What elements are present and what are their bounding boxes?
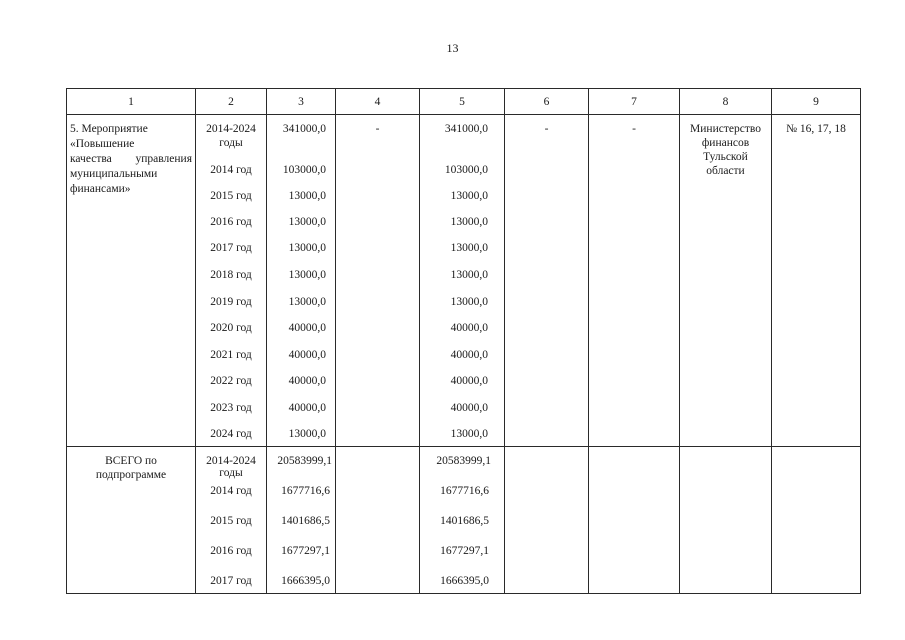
event-period-line1: 2014-2024 bbox=[206, 123, 256, 135]
event-year-col5: 13000,0 bbox=[450, 242, 488, 254]
event-year: 2022 год bbox=[210, 375, 252, 387]
event-year-col5: 13000,0 bbox=[450, 190, 488, 202]
event-col7: - bbox=[632, 123, 636, 135]
event-col6: - bbox=[544, 123, 549, 135]
event-year: 2014 год bbox=[210, 164, 252, 176]
event-executor-line: области bbox=[706, 165, 745, 177]
header-col-3: 3 bbox=[298, 96, 304, 108]
header-col-5: 5 bbox=[459, 96, 465, 108]
col-border-3 bbox=[335, 88, 336, 594]
event-indicators: № 16, 17, 18 bbox=[786, 123, 846, 135]
total-col5-total: 20583999,1 bbox=[436, 455, 491, 467]
total-year-col5: 1677716,6 bbox=[440, 485, 489, 497]
total-label bbox=[66, 454, 196, 482]
total-year: 2017 год bbox=[210, 575, 252, 587]
total-year: 2014 год bbox=[210, 485, 252, 497]
event-year: 2024 год bbox=[210, 428, 252, 440]
event-executor bbox=[679, 122, 772, 178]
event-description-line: «Повышение bbox=[70, 138, 135, 150]
event-period-line2: годы bbox=[219, 137, 243, 149]
total-period-line1: 2014-2024 bbox=[206, 455, 256, 467]
header-col-8: 8 bbox=[722, 96, 729, 108]
total-col3-total: 20583999,1 bbox=[277, 455, 332, 467]
page-number: 13 bbox=[446, 41, 459, 55]
event-col3-total: 341000,0 bbox=[282, 123, 326, 135]
col-border-9 bbox=[860, 88, 861, 594]
header-col-9: 9 bbox=[813, 96, 819, 108]
total-year-col3: 1401686,5 bbox=[281, 515, 330, 527]
event-year: 2023 год bbox=[210, 402, 252, 414]
header-col-6: 6 bbox=[543, 96, 550, 108]
total-year-col3: 1677297,1 bbox=[281, 545, 330, 557]
event-executor-line: Министерство bbox=[690, 123, 761, 135]
total-period-line2: годы bbox=[219, 467, 243, 479]
event-year-col3: 40000,0 bbox=[288, 402, 326, 414]
event-year: 2017 год bbox=[210, 242, 252, 254]
event-year-col3: 13000,0 bbox=[288, 190, 326, 202]
header-col-7: 7 bbox=[631, 96, 637, 108]
event-executor-line: Тульской bbox=[703, 151, 748, 163]
col-border-5 bbox=[504, 88, 505, 594]
event-year-col5: 13000,0 bbox=[450, 269, 488, 281]
event-year-col5: 40000,0 bbox=[450, 322, 488, 334]
event-year: 2016 год bbox=[210, 216, 252, 228]
event-year-col3: 40000,0 bbox=[288, 375, 326, 387]
event-year-col5: 13000,0 bbox=[450, 216, 488, 228]
event-year: 2019 год bbox=[210, 296, 252, 308]
section-divider bbox=[66, 446, 861, 447]
event-year-col5: 40000,0 bbox=[450, 349, 488, 361]
header-col-2: 2 bbox=[228, 96, 234, 108]
total-year-col3: 1677716,6 bbox=[281, 485, 330, 497]
col-border-6 bbox=[588, 88, 589, 594]
event-col5-total: 341000,0 bbox=[444, 123, 488, 135]
total-year: 2016 год bbox=[210, 545, 252, 557]
total-year-col5: 1401686,5 bbox=[440, 515, 489, 527]
event-executor-line: финансов bbox=[701, 137, 750, 149]
event-year-col3: 13000,0 bbox=[288, 242, 326, 254]
event-year-col3: 13000,0 bbox=[288, 269, 326, 281]
event-year-col5: 13000,0 bbox=[450, 428, 488, 440]
table-top-border bbox=[66, 88, 861, 89]
total-year: 2015 год bbox=[210, 515, 252, 527]
header-col-4: 4 bbox=[374, 96, 381, 108]
total-label-line: подпрограмме bbox=[95, 469, 167, 481]
table-bottom-border bbox=[66, 593, 861, 594]
event-year: 2018 год bbox=[210, 269, 252, 281]
total-year-col5: 1677297,1 bbox=[440, 545, 489, 557]
event-description-line: финансами» bbox=[70, 183, 131, 195]
event-year-col3: 13000,0 bbox=[288, 216, 326, 228]
event-year-col3: 103000,0 bbox=[282, 164, 326, 176]
event-year-col3: 40000,0 bbox=[288, 322, 326, 334]
total-year-col3: 1666395,0 bbox=[281, 575, 330, 587]
event-description-line: 5. Мероприятие bbox=[70, 123, 148, 135]
event-year-col5: 40000,0 bbox=[450, 402, 488, 414]
event-period bbox=[195, 122, 267, 150]
event-description-line: качества управления bbox=[70, 153, 192, 165]
event-year-col5: 13000,0 bbox=[450, 296, 488, 308]
event-year-col3: 40000,0 bbox=[288, 349, 326, 361]
event-description-line: муниципальными bbox=[70, 168, 158, 180]
event-year-col3: 13000,0 bbox=[288, 428, 326, 440]
total-period bbox=[195, 454, 267, 478]
total-year-col5: 1666395,0 bbox=[440, 575, 489, 587]
col-border-0 bbox=[66, 88, 67, 594]
event-year-col5: 103000,0 bbox=[444, 164, 488, 176]
header-bottom-border bbox=[66, 114, 861, 115]
event-col4: - bbox=[375, 123, 380, 135]
event-year-col5: 40000,0 bbox=[450, 375, 488, 387]
header-col-1: 1 bbox=[128, 96, 134, 108]
event-year: 2020 год bbox=[210, 322, 252, 334]
event-year: 2021 год bbox=[210, 349, 252, 361]
event-description bbox=[70, 122, 192, 197]
event-year: 2015 год bbox=[210, 190, 252, 202]
event-year-col3: 13000,0 bbox=[288, 296, 326, 308]
total-label-line: ВСЕГО по bbox=[105, 455, 157, 467]
